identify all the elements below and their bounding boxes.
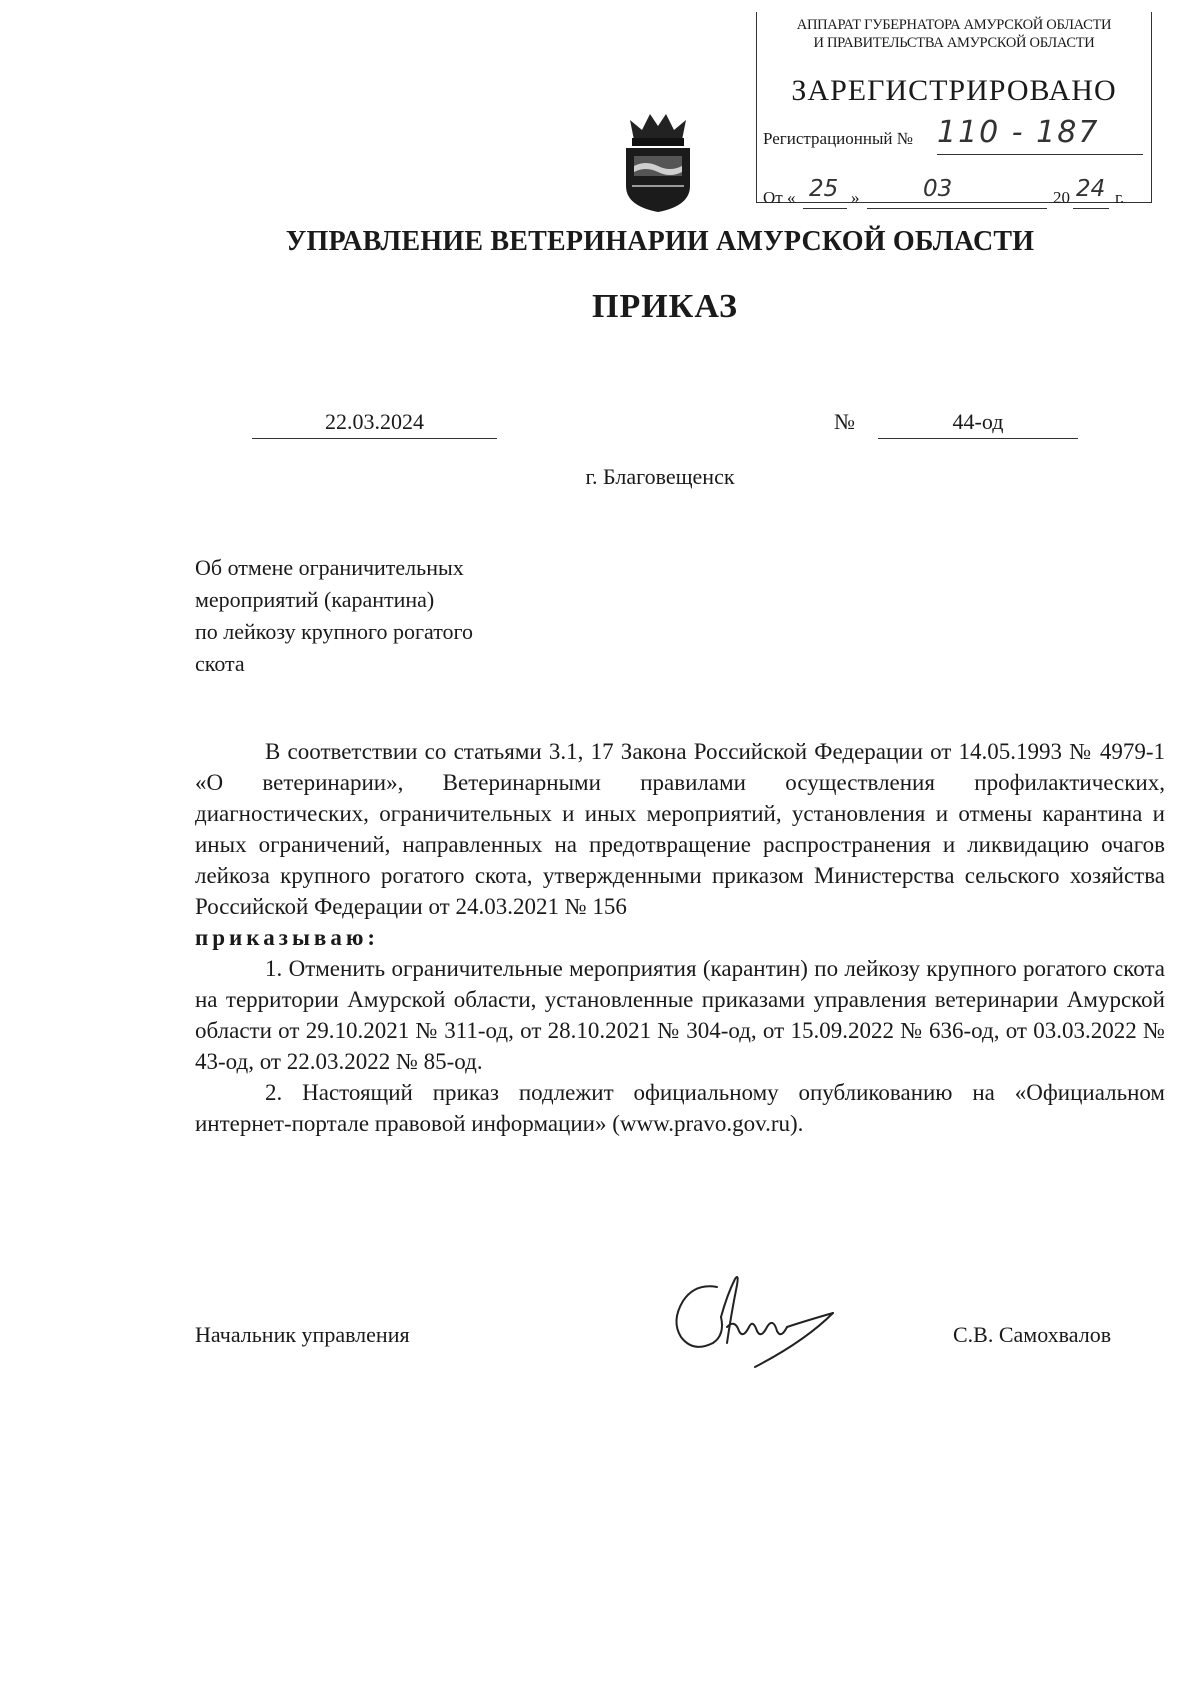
order-date: 22.03.2024 <box>325 409 424 434</box>
stamp-date-day: 25 <box>809 176 839 202</box>
subject-line: по лейкозу крупного рогатого <box>195 619 474 644</box>
subject-line: скота <box>195 651 245 676</box>
stamp-month-underline <box>867 208 1047 209</box>
stamp-reg-label: Регистрационный № <box>763 129 913 148</box>
stamp-date-from: От « <box>763 188 796 207</box>
registration-stamp <box>756 12 1152 207</box>
subject-line: мероприятий (карантина) <box>195 587 435 612</box>
order-subject <box>195 552 595 680</box>
preamble-paragraph: В соответствии со статьями 3.1, 17 Закона Российской Федерации от 14.05.1993 № 4979-1 «О ветеринарии», Ветеринарными правилами осуществления профилактических, диагностических, ограничительных и иных мероприятий, установления и отмены карантина и иных ограничений, направленных на предотвращение распространения и ликвидацию очагов лейкоза крупного рогатого скота, утвержденными приказом Министерства сельского хозяйства Российской Федерации от 24.03.2021 № 156 <box>195 739 1165 919</box>
document-type: ПРИКАЗ <box>592 288 738 325</box>
stamp-organization <box>757 16 1151 52</box>
subject-line: Об отмене ограничительных <box>195 555 464 580</box>
stamp-date-g: г. <box>1115 188 1125 207</box>
stamp-org-line2: И ПРАВИТЕЛЬСТВА АМУРСКОЙ ОБЛАСТИ <box>813 35 1095 51</box>
signatory-position: Начальник управления <box>195 1322 410 1347</box>
order-number-underline <box>878 438 1078 439</box>
order-directive: приказываю: <box>195 925 380 950</box>
stamp-reg-number: 110 - 187 <box>937 115 1100 150</box>
handwritten-signature <box>665 1265 845 1375</box>
order-item-1: 1. Отменить ограничительные мероприятия (карантин) по лейкозу крупного рогатого скота на территории Амурской области, установленные приказами управления ветеринарии Амурской области от 29.10.2021 № 311-од, от 28.10.2021 № 304-од, от 15.09.2022 № 636-од, от 03.03.2022 № 43-од, от 22.03.2022 № 85-од. <box>195 956 1165 1074</box>
stamp-title: ЗАРЕГИСТРИРОВАНО <box>791 74 1117 107</box>
stamp-date-close: » <box>851 188 860 207</box>
organization-title: УПРАВЛЕНИЕ ВЕТЕРИНАРИИ АМУРСКОЙ ОБЛАСТИ <box>285 226 1035 257</box>
coat-of-arms-icon <box>616 110 700 214</box>
stamp-date-month: 03 <box>923 176 953 202</box>
stamp-org-line1: АППАРАТ ГУБЕРНАТОРА АМУРСКОЙ ОБЛАСТИ <box>796 17 1112 33</box>
order-number: 44-од <box>952 409 1004 434</box>
stamp-day-underline <box>803 208 847 209</box>
order-date-underline <box>252 438 497 439</box>
order-number-label: № <box>834 409 855 434</box>
order-body <box>195 736 1165 1139</box>
city: г. Благовещенск <box>585 464 735 489</box>
signatory-name: С.В. Самохвалов <box>953 1322 1112 1347</box>
stamp-reg-underline <box>937 154 1143 155</box>
stamp-year-underline <box>1073 208 1109 209</box>
stamp-date-row <box>763 176 1143 210</box>
order-item-2: 2. Настоящий приказ подлежит официальному опубликованию на «Официальном интернет-портале правовой информации» (www.pravo.gov.ru). <box>195 1080 1165 1136</box>
stamp-year-suffix: 24 <box>1076 176 1106 202</box>
stamp-year-prefix: 20 <box>1053 188 1070 207</box>
